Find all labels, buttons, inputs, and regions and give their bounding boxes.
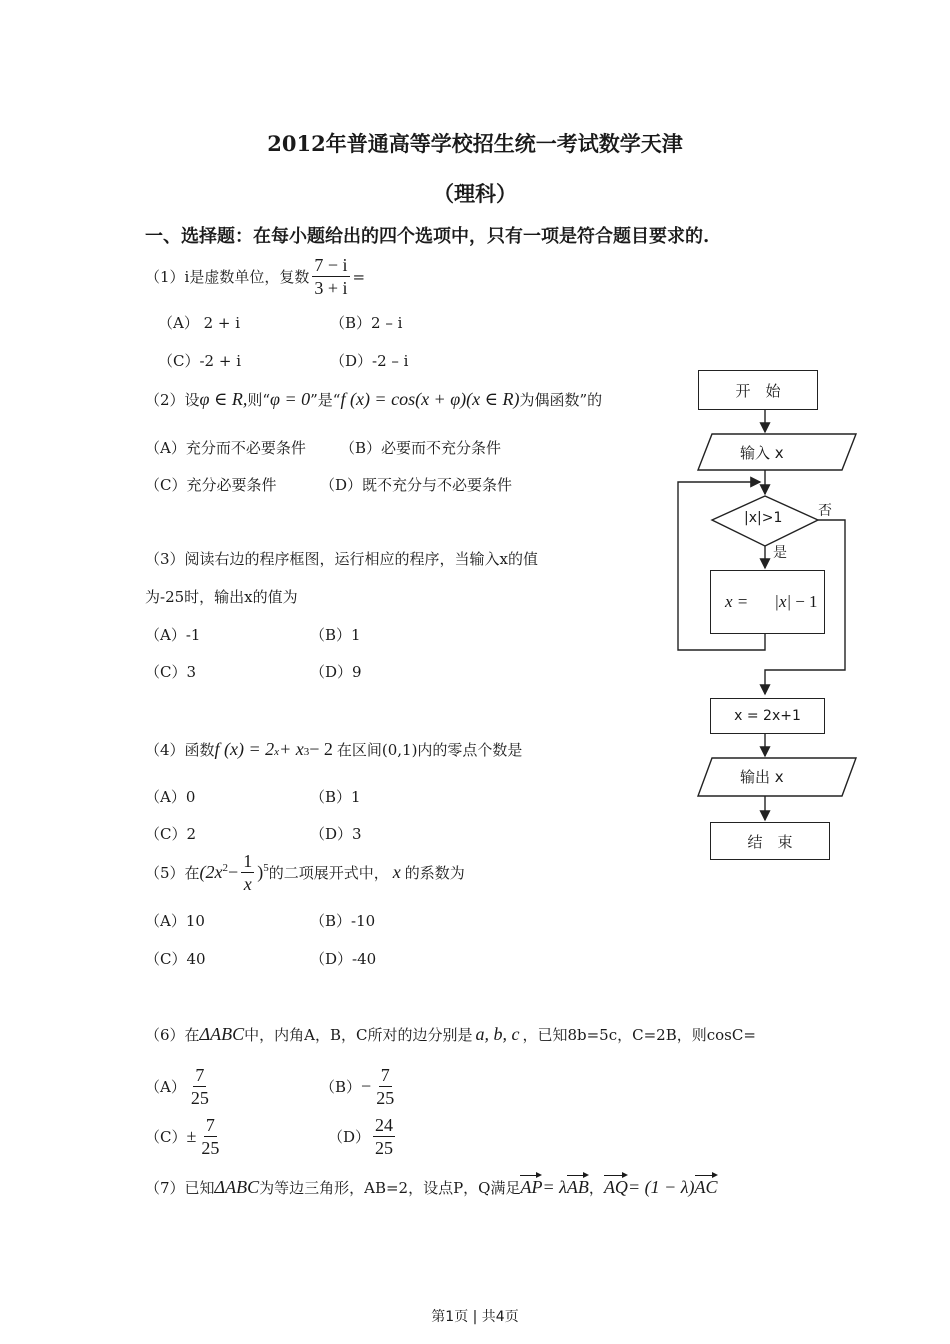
- q1-option-c: （C）-2 + i: [158, 352, 241, 370]
- flowchart: [660, 360, 860, 870]
- question-6: [145, 1024, 756, 1045]
- page-footer: 第1页 | 共4页: [431, 1309, 519, 1325]
- q5-option-a: （A）10: [145, 912, 205, 930]
- q2-condition-phi: φ ∈ R,: [199, 389, 248, 409]
- flowchart-start: 开 始: [698, 370, 818, 410]
- q4-option-c: （C）2: [145, 825, 197, 843]
- q6-option-c-label: （C）: [145, 1128, 187, 1146]
- q5-denominator: x: [243, 874, 252, 894]
- q7-eq1: = λ: [542, 1177, 567, 1197]
- assign1-radicand: |x|: [774, 592, 792, 611]
- q1-prefix: （1）i是虚数单位，复数: [145, 268, 310, 286]
- q2-mid1: 则“: [247, 391, 270, 409]
- q4-tail: − 2: [309, 739, 333, 759]
- q6-prefix: （6）在: [145, 1026, 200, 1044]
- q5-minus: −: [228, 862, 239, 882]
- q6-option-a-num: 7: [195, 1065, 205, 1085]
- q4-exponent-3: 3: [303, 746, 310, 758]
- q6-option-c-den: 25: [201, 1138, 220, 1158]
- q7-vector-aq: AQ: [603, 1177, 628, 1197]
- q5-option-c: （C）40: [145, 950, 206, 968]
- q7-vector-ac: AC: [694, 1177, 718, 1197]
- q1-option-b: （B）2 – i: [330, 314, 403, 332]
- q5-close: ): [257, 862, 264, 882]
- q6-mid: 中，内角A，B，C所对的边分别是: [244, 1026, 473, 1044]
- q5-expr-a: (2x: [199, 862, 223, 882]
- q2-mid2: ”是“: [310, 391, 341, 409]
- q6-triangle: ΔABC: [199, 1024, 245, 1044]
- q6-option-a-den: 25: [190, 1088, 209, 1108]
- question-5: [145, 850, 465, 895]
- q6-option-b-den: 25: [376, 1088, 395, 1108]
- q2-function: f (x) = cos(x + φ)(x ∈ R): [340, 389, 520, 409]
- q2-suffix: 为偶函数”的: [519, 391, 603, 409]
- q6-option-c: [145, 1114, 224, 1159]
- q5-option-d: （D）-40: [310, 950, 377, 968]
- flowchart-no-label: 否: [818, 503, 832, 519]
- q6-option-b-sign: −: [361, 1076, 372, 1096]
- q4-function: f (x) = 2: [214, 739, 275, 759]
- q6-option-c-sign: ±: [186, 1126, 197, 1146]
- q6-option-c-num: 7: [205, 1115, 215, 1135]
- flowchart-input-label: 输入 x: [740, 444, 784, 462]
- q6-option-d-den: 25: [375, 1138, 394, 1158]
- q3-line-2: 为-25时，输出x的值为: [145, 588, 298, 606]
- q1-fraction: [312, 254, 349, 299]
- q4-option-d: （D）3: [310, 825, 362, 843]
- q2-option-d: （D）既不充分与不必要条件: [320, 476, 513, 494]
- q5-numerator: 1: [243, 851, 253, 871]
- q5-fraction: [241, 850, 254, 895]
- page-title: 2012年普通高等学校招生统一考试数学天津: [267, 131, 683, 156]
- flowchart-yes-label: 是: [773, 545, 787, 561]
- q7-mid: 为等边三角形，AB=2，设点P，Q满足: [259, 1179, 521, 1197]
- q1-option-a: （A） 2 + i: [158, 314, 241, 332]
- q4-option-a: （A）0: [145, 788, 196, 806]
- q6-option-a-label: （A）: [145, 1078, 186, 1096]
- q1-numerator: 7 − i: [314, 255, 348, 275]
- q3-option-d: （D）9: [310, 663, 362, 681]
- q6-option-d-label: （D）: [328, 1128, 371, 1146]
- page-subtitle: （理科）: [433, 181, 517, 206]
- q6-option-c-fraction: [199, 1114, 221, 1159]
- q5-suffix: 的二项展开式中，: [268, 864, 389, 882]
- assign1-rhs: − 1: [795, 592, 818, 611]
- q3-option-b: （B）1: [310, 626, 361, 644]
- q4-plus-term: + x: [279, 739, 304, 759]
- q6-sides: a, b, c: [475, 1024, 520, 1044]
- q6-option-d-fraction: [373, 1114, 395, 1159]
- q4-suffix: 在区间(0,1)内的零点个数是: [336, 741, 523, 759]
- q6-option-d: [328, 1114, 398, 1159]
- q1-suffix: =: [352, 267, 366, 286]
- q5-variable: x: [392, 862, 401, 882]
- question-4: [145, 739, 522, 760]
- q4-prefix: （4）函数: [145, 741, 215, 759]
- flowchart-assign-2: x = 2x+1: [710, 698, 825, 734]
- q5-suffix-2: 的系数为: [404, 864, 465, 882]
- assign1-lhs: x =: [725, 592, 749, 611]
- q7-vector-ap: AP: [520, 1177, 543, 1197]
- q6-option-b-label: （B）: [320, 1078, 362, 1096]
- q6-option-a-fraction: [189, 1064, 211, 1109]
- q5-exponent-5: 5: [263, 862, 269, 874]
- q6-option-b: [320, 1064, 399, 1109]
- question-7: [145, 1177, 718, 1198]
- question-2: [145, 389, 602, 410]
- q6-option-b-num: 7: [380, 1065, 390, 1085]
- flowchart-end: 结 束: [710, 822, 830, 860]
- q5-exponent-2: 2: [222, 862, 229, 874]
- q7-eq2: = (1 − λ): [627, 1177, 695, 1197]
- q7-vector-ab: AB: [566, 1177, 589, 1197]
- q5-prefix: （5）在: [145, 864, 200, 882]
- q7-prefix: （7）已知: [145, 1179, 215, 1197]
- q7-comma: ，: [588, 1179, 604, 1197]
- q2-condition-zero: φ = 0: [270, 389, 311, 409]
- question-1: [145, 254, 365, 299]
- q6-option-a: [145, 1064, 214, 1109]
- q3-option-a: （A）-1: [145, 626, 201, 644]
- q3-line-1: （3）阅读右边的程序框图，运行相应的程序，当输入x的值: [145, 550, 539, 568]
- flowchart-assign-1: [710, 570, 825, 634]
- q1-denominator: 3 + i: [314, 278, 348, 298]
- q3-option-c: （C）3: [145, 663, 197, 681]
- q1-option-d: （D）-2 – i: [330, 352, 409, 370]
- q6-option-d-num: 24: [375, 1115, 394, 1135]
- q6-suffix: ，已知8b=5c，C=2B，则cosC=: [522, 1026, 756, 1044]
- q4-option-b: （B）1: [310, 788, 361, 806]
- q7-triangle: ΔABC: [214, 1177, 260, 1197]
- q6-option-b-fraction: [374, 1064, 396, 1109]
- q5-option-b: （B）-10: [310, 912, 376, 930]
- q2-option-c: （C）充分必要条件: [145, 476, 277, 494]
- flowchart-condition-label: |x|>1: [744, 510, 783, 526]
- q2-prefix: （2）设: [145, 391, 200, 409]
- q2-option-a: （A）充分而不必要条件: [145, 439, 306, 457]
- q2-option-b: （B）必要而不充分条件: [340, 439, 502, 457]
- flowchart-output-label: 输出 x: [740, 768, 784, 786]
- section-heading: 一、选择题：在每小题给出的四个选项中，只有一项是符合题目要求的.: [145, 226, 710, 247]
- q4-exponent-x: x: [274, 746, 280, 758]
